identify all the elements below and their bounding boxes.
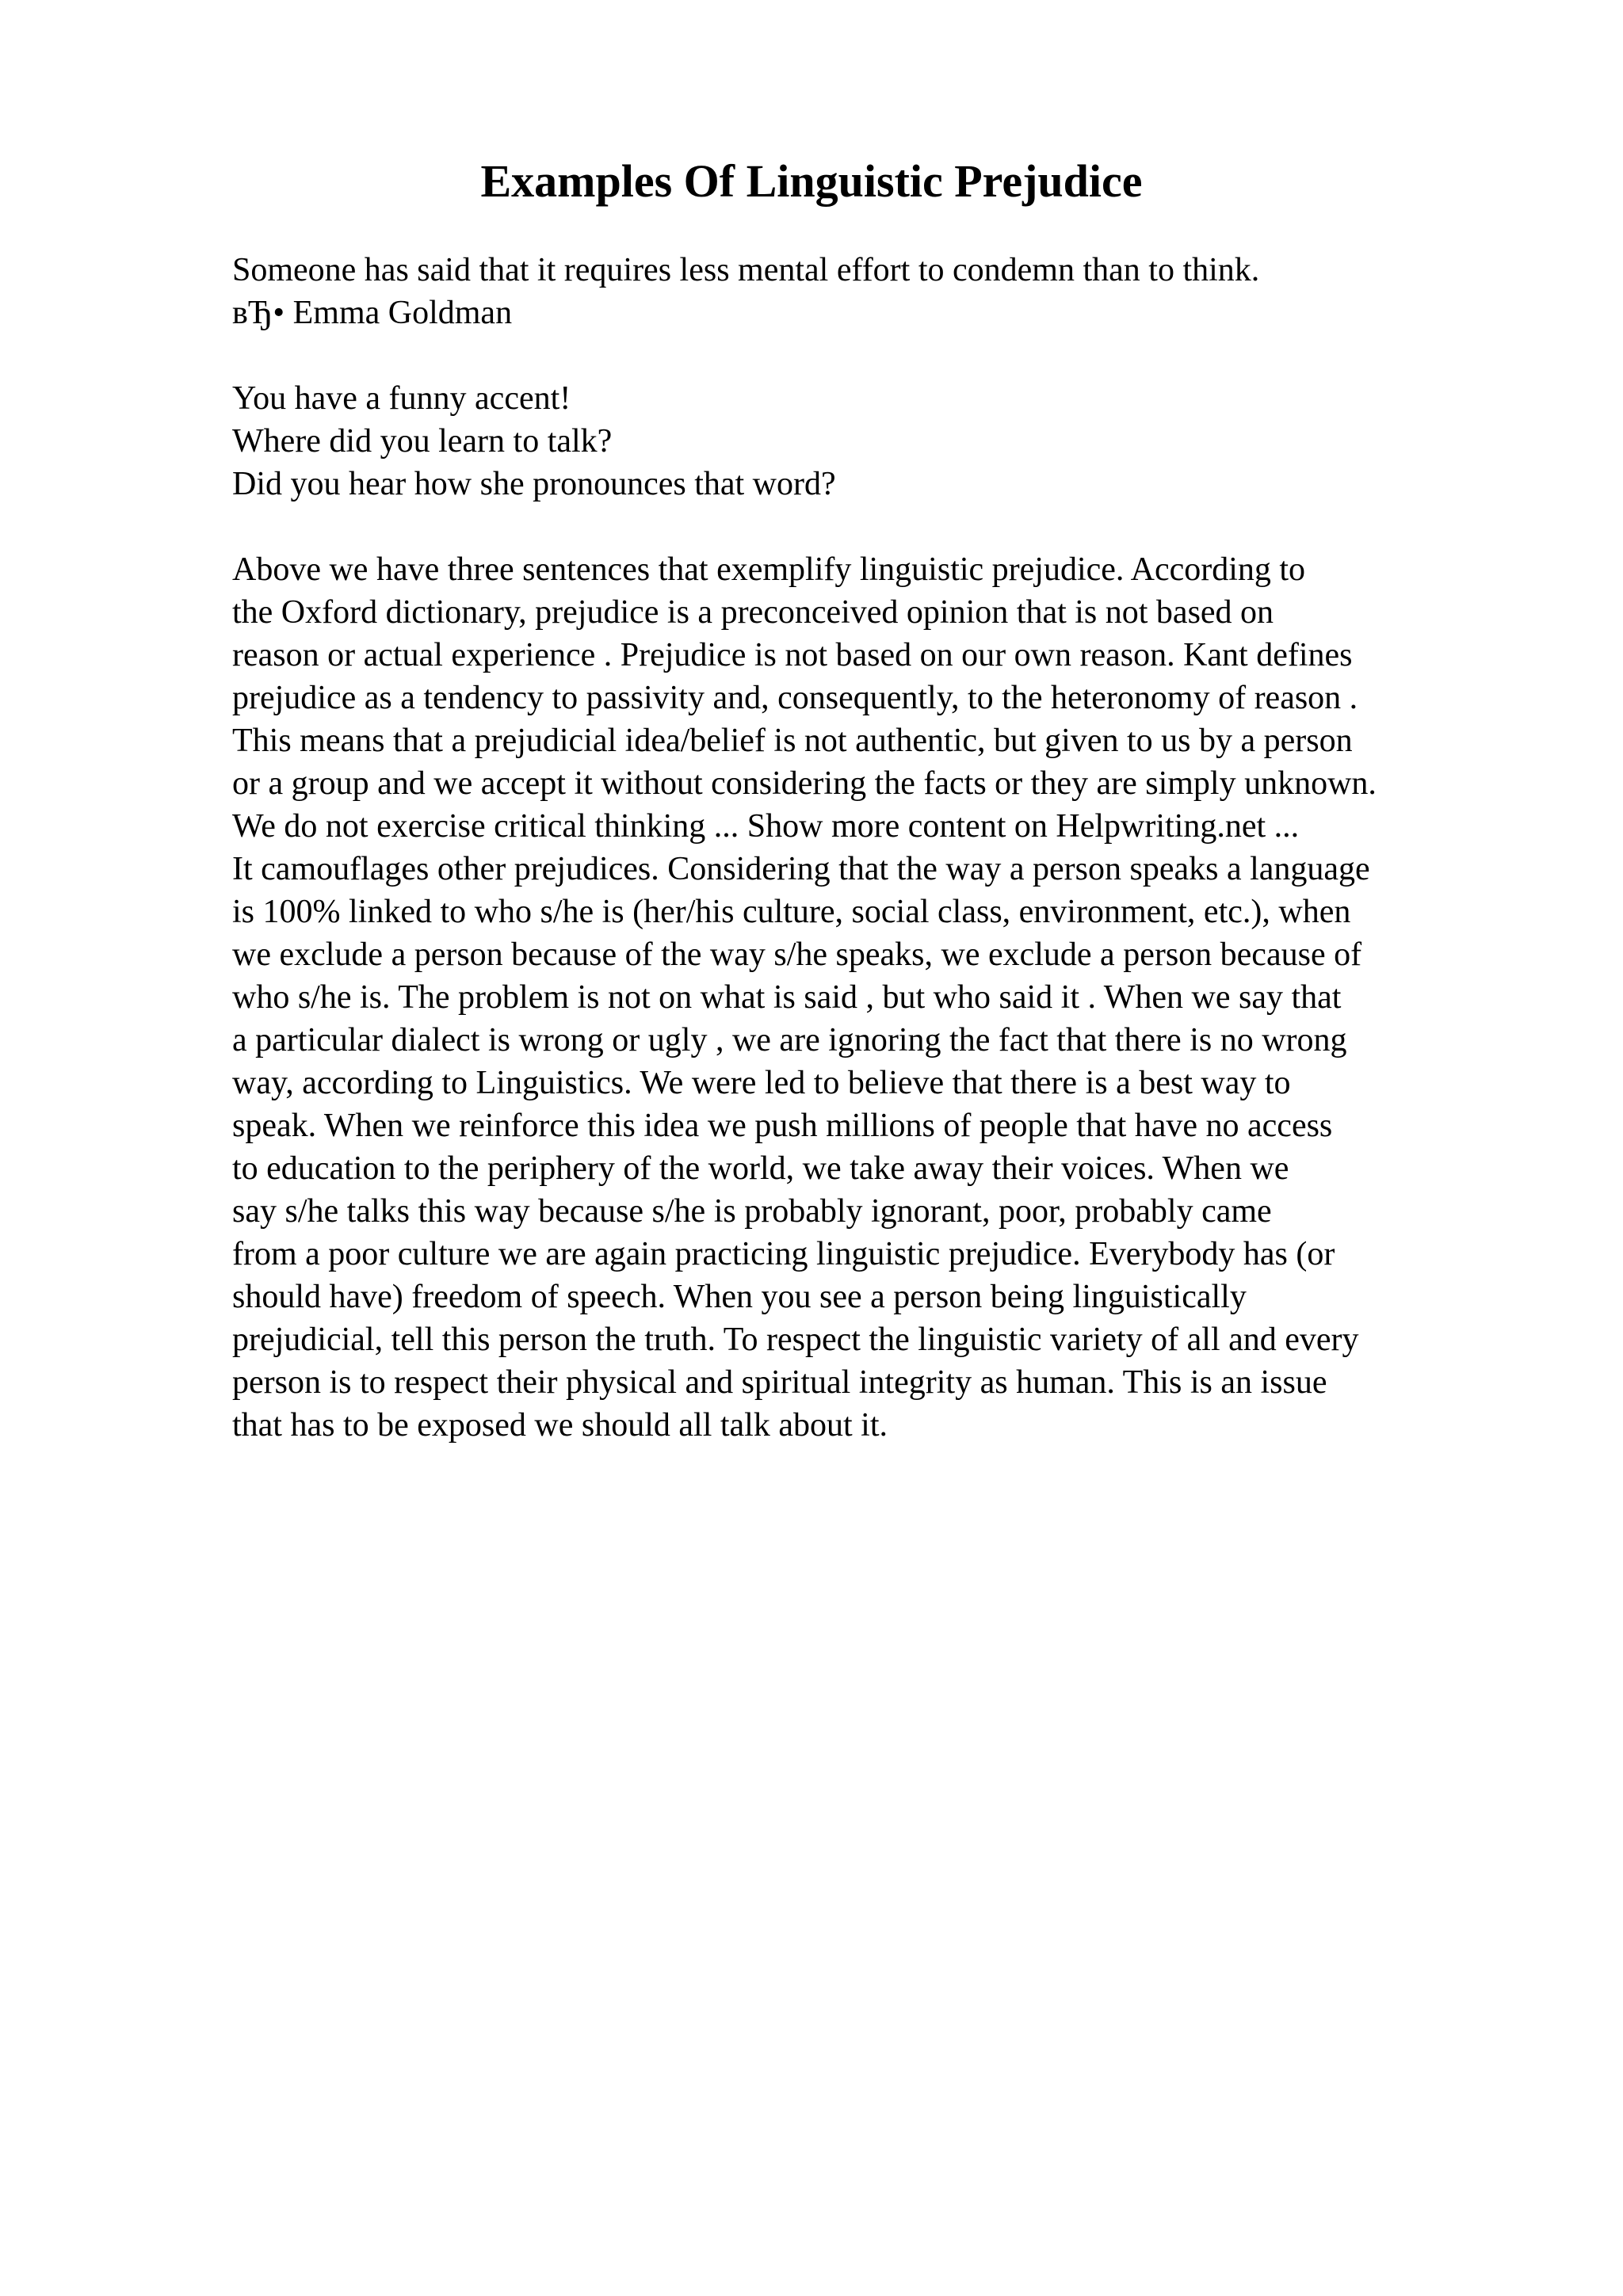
body-line: person is to respect their physical and spiritual integrity as human. This is an issue (232, 1364, 1327, 1401)
body-line: we exclude a person because of the way s/he speaks, we exclude a person because of (232, 936, 1362, 973)
quote-line: Someone has said that it requires less mental effort to condemn than to think. (232, 252, 1260, 288)
body-line: Above we have three sentences that exemplify linguistic prejudice. According to (232, 551, 1306, 588)
example-line: You have a funny accent! (232, 380, 571, 417)
body-line: We do not exercise critical thinking ... Show more content on Helpwriting.net ... (232, 808, 1300, 845)
body-line: that has to be exposed we should all talk about it. (232, 1407, 888, 1444)
body-line: say s/he talks this way because s/he is probably ignorant, poor, probably came (232, 1193, 1272, 1230)
document-title: Examples Of Linguistic Prejudice (480, 155, 1143, 207)
body-line: should have) freedom of speech. When you see a person being linguistically (232, 1279, 1247, 1315)
body-line: This means that a prejudicial idea/belief is not authentic, but given to us by a person (232, 723, 1353, 759)
body-line: is 100% linked to who s/he is (her/his culture, social class, environment, etc.), when (232, 894, 1351, 930)
example-line: Where did you learn to talk? (232, 423, 613, 460)
body-line: prejudicial, tell this person the truth. To respect the linguistic variety of all and every (232, 1322, 1359, 1358)
body-line: who s/he is. The problem is not on what is said , but who said it . When we say that (232, 979, 1342, 1016)
body-line: prejudice as a tendency to passivity and, consequently, to the heteronomy of reason . (232, 680, 1358, 716)
body-line: a particular dialect is wrong or ugly , we are ignoring the fact that there is no wrong (232, 1022, 1347, 1058)
body-line: from a poor culture we are again practicing linguistic prejudice. Everybody has (or (232, 1236, 1335, 1272)
body-line: way, according to Linguistics. We were led to believe that there is a best way to (232, 1065, 1291, 1101)
body-line: the Oxford dictionary, prejudice is a preconceived opinion that is not based on (232, 594, 1274, 631)
example-line: Did you hear how she pronounces that word? (232, 466, 836, 502)
body-line: It camouflages other prejudices. Considering that the way a person speaks a language (232, 851, 1370, 887)
body-line: speak. When we reinforce this idea we push millions of people that have no access (232, 1108, 1333, 1144)
body-line: reason or actual experience . Prejudice is not based on our own reason. Kant defines (232, 637, 1353, 673)
quote-attribution: вЂ• Emma Goldman (232, 295, 513, 331)
body-line: or a group and we accept it without considering the facts or they are simply unknown. (232, 765, 1377, 802)
body-line: to education to the periphery of the world, we take away their voices. When we (232, 1150, 1289, 1187)
